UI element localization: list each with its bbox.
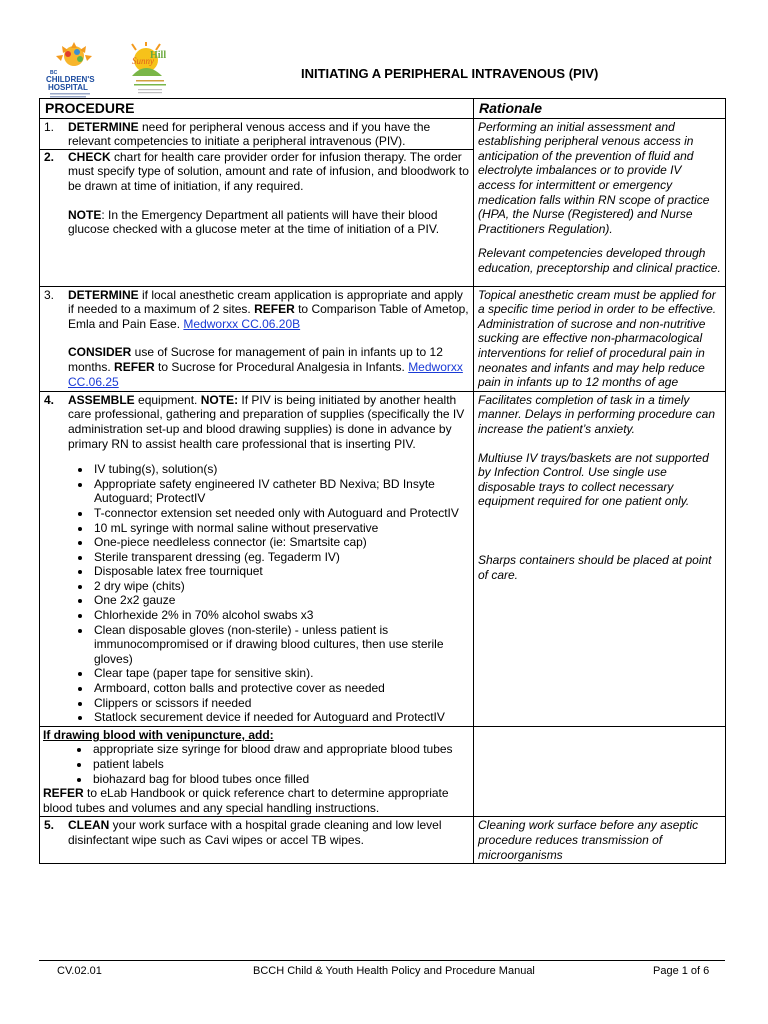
table-row (40, 726, 726, 817)
procedure-cell (40, 391, 474, 726)
list-item: • One-piece needleless connector (ie: Smartsite cap) (92, 535, 469, 550)
table-row (40, 391, 726, 726)
list-item: • Disposable latex free tourniquet (92, 564, 469, 579)
step-text: to Comparison Table of Ametop, Emla and Pain Ease. (68, 302, 469, 331)
step-verb: CLEAN (68, 818, 110, 833)
list-item: • biohazard bag for blood tubes once filled (91, 772, 469, 787)
list-item: • 2 dry wipe (chits) (92, 579, 469, 594)
step-text: need for peripheral venous access and if you have the relevant competencies to initiate a peripheral intravenous (PIV). (68, 119, 431, 149)
list-item: • Appropriate safety engineered IV catheter BD Nexiva; BD Insyte Autoguard; ProtectIV (92, 477, 469, 506)
list-item: • patient labels (91, 757, 469, 772)
table-row (40, 286, 726, 391)
step-verb: ASSEMBLE (68, 392, 135, 407)
footer-doc-code: CV.02.01 (57, 965, 102, 977)
rationale-text: Sharps containers should be placed at point of care. (478, 552, 712, 582)
table-header-row (40, 99, 726, 119)
list-item: • Armboard, cotton balls and protective cover as needed (92, 681, 469, 696)
list-item: • T-connector extension set needed only with Autoguard and ProtectIV (92, 506, 469, 521)
step-text: If PIV is being initiated by another health care professional, gathering and preparation of supplies (specifically the IV administration set-up and blood drawing supplies) is done in advance by primary RN to assist health care professional that is inserting PIV. (68, 392, 465, 451)
note-text: : In the Emergency Department all patients will have their blood glucose checked with a glucose meter at the time of initiation of a PIV. (68, 207, 440, 237)
step-5 (44, 818, 469, 847)
procedure-cell (40, 817, 474, 864)
step-text: your work surface with a hospital grade cleaning and low level disinfectant wipe such as Cavi wipes or accel TB wipes. (68, 818, 442, 847)
rationale-text: Facilitates completion of task in a timely manner. Delays in performing procedure can increase the patient’s anxiety. (478, 392, 716, 436)
refer-label: REFER (254, 302, 295, 317)
step-number: 1. (44, 119, 55, 134)
step-text: to Sucrose for Procedural Analgesia in Infants. (154, 359, 409, 374)
list-item: • Statlock securement device if needed for Autoguard and ProtectIV (92, 710, 469, 725)
step-verb: CHECK (68, 149, 111, 164)
medworxx-link[interactable]: Medworxx CC.06.25 (68, 359, 463, 389)
list-item: • Clear tape (paper tape for sensitive skin). (92, 666, 469, 681)
svg-text:Hill: Hill (150, 50, 167, 61)
step-verb: DETERMINE (68, 287, 139, 302)
footer-page-number: Page 1 of 6 (653, 965, 710, 977)
step-number: 4. (44, 392, 55, 407)
step-text: to eLab Handbook or quick reference chart to determine appropriate blood tubes and volumes and any special handling instructions. (43, 786, 449, 815)
rationale-text: Relevant competencies developed through education, preceptorship and clinical practice. (478, 246, 721, 275)
rationale-cell (474, 391, 726, 726)
list-item: • Clippers or scissors if needed (92, 696, 469, 711)
step-text: equipment. (134, 392, 201, 407)
step-text: chart for health care provider order for infusion therapy. The order must specify type of solution, amount and rate of infusion, and bloodwork to be drawn at time of initiation, if any required. (68, 149, 469, 193)
note-label: NOTE: (200, 392, 239, 407)
step-1 (44, 120, 469, 149)
list-item: • One 2x2 gauze (92, 593, 469, 608)
blood-refer-text (43, 786, 469, 815)
step-2 (44, 150, 469, 237)
hospital-logos (44, 42, 194, 104)
footer-divider (39, 960, 725, 961)
step-3 (44, 288, 469, 390)
consider-label: CONSIDER (68, 345, 132, 360)
refer-label: REFER (43, 786, 84, 801)
bc-childrens-logo-icon (44, 42, 194, 104)
procedure-cell (40, 286, 474, 391)
list-item: • IV tubing(s), solution(s) (92, 462, 469, 477)
step-verb: DETERMINE (68, 119, 139, 134)
procedure-cell (40, 118, 474, 286)
list-item: • appropriate size syringe for blood draw and appropriate blood tubes (91, 742, 469, 757)
procedure-table (39, 98, 726, 864)
procedure-column-header: PROCEDURE (40, 99, 474, 119)
procedure-cell (40, 726, 474, 817)
rationale-cell: Topical anesthetic cream must be applied for a specific time period in order to be effective. Administration of sucrose and non-nutritive sucking are effective non-pharmacological interventions for relief of procedural pain in neonates and infants and may help reduce pain in infants up to 12 months of age (474, 286, 726, 391)
step-text: use of Sucrose for management of pain in infants up to 12 months. (68, 345, 443, 374)
footer-manual-title: BCCH Child & Youth Health Policy and Procedure Manual (253, 965, 535, 977)
list-item: • 10 mL syringe with normal saline without preservative (92, 521, 469, 536)
rationale-text: Performing an initial assessment and establishing peripheral venous access in anticipation of the prevention of fluid and electrolyte imbalances or to provide IV access for intermittent or emergency medication falls within RN scope of practice (HPA, the Nurse (Registered) and Nurse Practitioners Regulation). (478, 119, 710, 236)
step-number: 5. (44, 818, 55, 833)
step-number: 2. (44, 149, 55, 164)
rationale-cell (474, 726, 726, 817)
step-text: if local anesthetic cream application is appropriate and apply if needed to a maximum of 2 sites. (68, 287, 463, 317)
svg-text:CHILDREN'S: CHILDREN'S (46, 75, 95, 84)
svg-text:BC: BC (50, 70, 58, 76)
table-row (40, 118, 726, 286)
step-4 (44, 393, 469, 451)
medworxx-link[interactable]: Medworxx CC.06.20B (183, 316, 301, 331)
svg-text:HOSPITAL: HOSPITAL (48, 83, 88, 92)
rationale-cell: Cleaning work surface before any aseptic procedure reduces transmission of microorganisms (474, 817, 726, 864)
list-item: • Clean disposable gloves (non-sterile) - unless patient is immunocompromised or if drawing blood cultures, then use sterile gloves) (92, 623, 469, 667)
rationale-cell (474, 118, 726, 286)
step-number: 3. (44, 287, 55, 302)
blood-supplies-list (43, 742, 469, 786)
list-item: • Chlorhexide 2% in 70% alcohol swabs x3 (92, 608, 469, 623)
rationale-text: Multiuse IV trays/baskets are not supported by Infection Control. Use single use disposable trays to collect necessary equipment required for one patient only. (478, 450, 709, 509)
rationale-column-header: Rationale (474, 99, 726, 119)
equipment-list (44, 462, 469, 725)
note-label: NOTE (68, 207, 102, 222)
list-item: • Sterile transparent dressing (eg. Tegaderm IV) (92, 550, 469, 565)
document-title: INITIATING A PERIPHERAL INTRAVENOUS (PIV) (301, 66, 599, 81)
svg-text:Sunny: Sunny (132, 56, 154, 66)
table-row (40, 817, 726, 864)
refer-label: REFER (114, 359, 155, 374)
blood-draw-heading: If drawing blood with venipuncture, add: (43, 727, 274, 742)
